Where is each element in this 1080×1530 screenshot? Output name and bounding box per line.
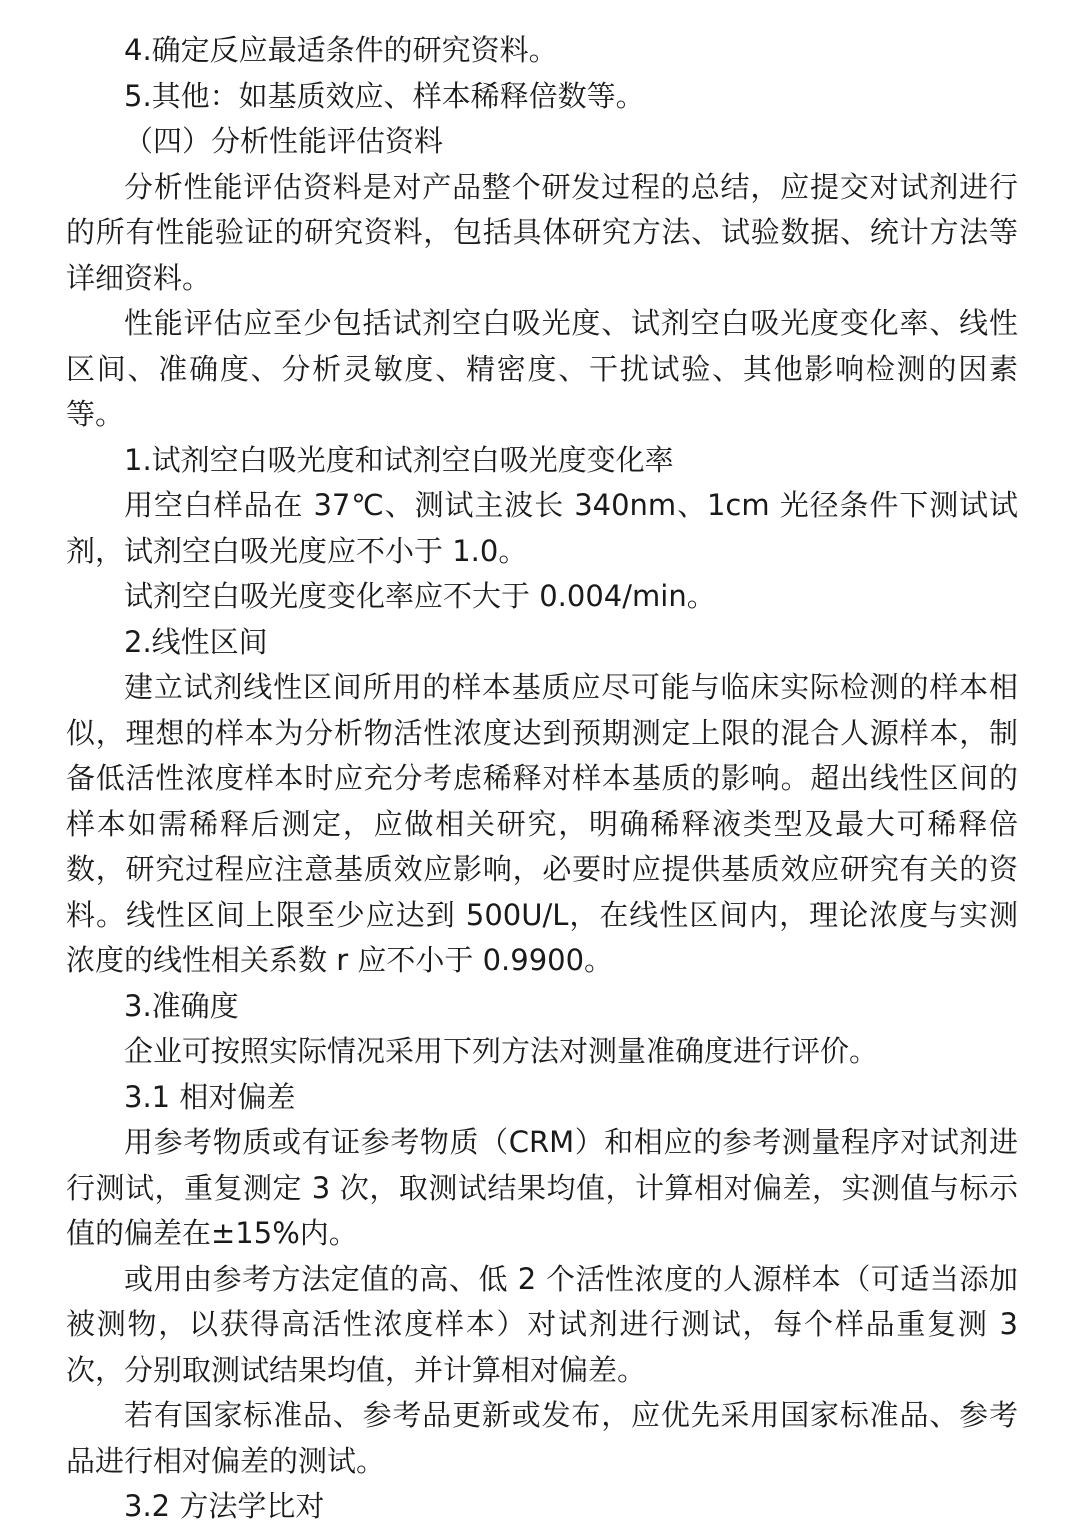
body-paragraph: 企业可按照实际情况采用下列方法对测量准确度进行评价。 xyxy=(124,1034,879,1068)
body-paragraph: 试剂空白吸光度变化率应不大于 0.004/min。 xyxy=(124,579,716,613)
document-body xyxy=(66,28,1018,1530)
subheading-3: 3.准确度 xyxy=(124,988,239,1023)
body-paragraph: 建立试剂线性区间所用的样本基质应尽可能与临床实际检测的样本相似，理想的样本为分析物活性浓度达到预期测定上限的混合人源样本，制备低活性浓度样本时应充分考虑稀释对样本基质的影响。超出线性区间的样本如需稀释后测定，应做相关研究，明确稀释液类型及最大可稀释倍数，研究过程应注意基质效应影响，必要时应提供基质效应研究有关的资料。线性区间上限至少应达到 500U/L，在线性区间内，理论浓度与实测浓度的线性相关系数 r 应不小于 0.9900。 xyxy=(66,670,1018,977)
body-paragraph: 若有国家标准品、参考品更新或发布，应优先采用国家标准品、参考品进行相对偏差的测试。 xyxy=(66,1398,1018,1478)
list-item-5: 5.其他：如基质效应、样本稀释倍数等。 xyxy=(124,78,645,113)
subheading-3-2: 3.2 方法学比对 xyxy=(124,1489,325,1523)
body-paragraph: 或用由参考方法定值的高、低 2 个活性浓度的人源样本（可适当添加被测物，以获得高活性浓度样本）对试剂进行测试，每个样品重复测 3 次，分别取测试结果均值，并计算相对偏差。 xyxy=(66,1261,1018,1387)
section-heading-4: （四）分析性能评估资料 xyxy=(124,124,444,158)
body-paragraph: 分析性能评估资料是对产品整个研发过程的总结，应提交对试剂进行的所有性能验证的研究资料，包括具体研究方法、试验数据、统计方法等详细资料。 xyxy=(66,169,1018,295)
list-item-4: 4.确定反应最适条件的研究资料。 xyxy=(124,33,558,67)
body-paragraph: 性能评估应至少包括试剂空白吸光度、试剂空白吸光度变化率、线性区间、准确度、分析灵敏度、精密度、干扰试验、其他影响检测的因素等。 xyxy=(66,306,1018,431)
subheading-3-1: 3.1 相对偏差 xyxy=(124,1079,296,1114)
subheading-2: 2.线性区间 xyxy=(124,624,268,659)
subheading-1: 1.试剂空白吸光度和试剂空白吸光度变化率 xyxy=(124,442,674,477)
body-paragraph: 用空白样品在 37℃、测试主波长 340nm、1cm 光径条件下测试试剂，试剂空白吸光度应不小于 1.0。 xyxy=(66,488,1018,568)
body-paragraph: 用参考物质或有证参考物质（CRM）和相应的参考测量程序对试剂进行测试，重复测定 3 次，取测试结果均值，计算相对偏差，实测值与标示值的偏差在±15%内。 xyxy=(66,1125,1018,1250)
